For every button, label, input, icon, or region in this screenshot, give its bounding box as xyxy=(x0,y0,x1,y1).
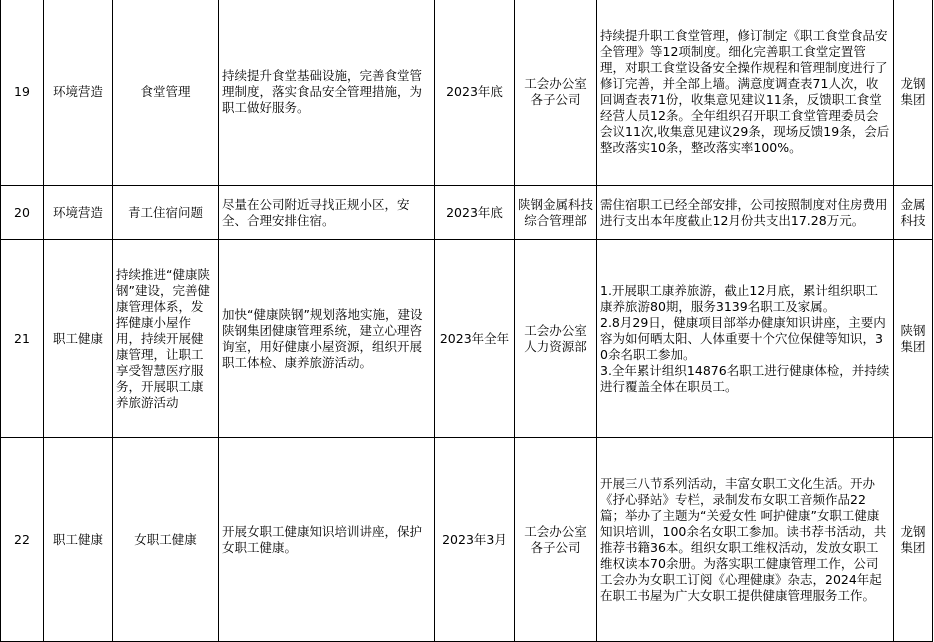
dept-cell: 工会办公室 各子公司 xyxy=(515,438,597,642)
row-number: 19 xyxy=(1,0,44,186)
measure-cell: 开展女职工健康知识培训讲座，保护女职工健康。 xyxy=(219,438,435,642)
item-cell: 食堂管理 xyxy=(113,0,219,186)
progress-cell: 需住宿职工已经全部安排，公司按照制度对住房费用进行支出本年度截止12月份共支出17.28万元。 xyxy=(597,186,894,240)
owner-cell: 金属科技 xyxy=(894,186,933,240)
owner-cell: 陕钢集团 xyxy=(894,240,933,438)
item-cell: 青工住宿问题 xyxy=(113,186,219,240)
item-cell: 持续推进“健康陕钢”建设，完善健康管理体系，发挥健康小屋作用，持续开展健康管理，让职工享受智慧医疗服务，开展职工康养旅游活动 xyxy=(113,240,219,438)
dept-cell: 工会办公室 人力资源部 xyxy=(515,240,597,438)
measure-cell: 尽量在公司附近寻找正规小区，安全、合理安排住宿。 xyxy=(219,186,435,240)
deadline-cell: 2023年底 xyxy=(435,186,515,240)
category-cell: 职工健康 xyxy=(44,438,113,642)
table-row xyxy=(1,438,933,642)
item-cell: 女职工健康 xyxy=(113,438,219,642)
progress-item: 2.8月29日，健康项目部举办健康知识讲座，主要内容为如何晒太阳、人体重要十个穴位保健等知识，30余名职工参加。 xyxy=(600,314,886,362)
table-row xyxy=(1,240,933,438)
progress-item: 3.全年累计组织14876名职工进行健康体检，并持续进行覆盖全体在职员工。 xyxy=(600,362,890,394)
measure-cell: 加快“健康陕钢”规划落地实施，建设陕钢集团健康管理系统，建立心理咨询室，用好健康小屋资源，组织开展职工体检、康养旅游活动。 xyxy=(219,240,435,438)
dept-cell: 工会办公室 各子公司 xyxy=(515,0,597,186)
deadline-cell: 2023年底 xyxy=(435,0,515,186)
progress-cell xyxy=(597,240,894,438)
deadline-cell: 2023年全年 xyxy=(435,240,515,438)
table-row xyxy=(1,186,933,240)
row-number: 21 xyxy=(1,240,44,438)
category-cell: 环境营造 xyxy=(44,186,113,240)
owner-cell: 龙钢集团 xyxy=(894,0,933,186)
dept-cell: 陕钢金属科技综合管理部 xyxy=(515,186,597,240)
measure-cell: 持续提升食堂基础设施，完善食堂管理制度，落实食品安全管理措施，为职工做好服务。 xyxy=(219,0,435,186)
progress-cell: 开展三八节系列活动，丰富女职工文化生活。开办《抒心驿站》专栏，录制发布女职工音频作品22篇；举办了主题为“关爱女性 呵护健康”女职工健康知识培训，100余名女职工参加。读书荐书活动，共推荐书籍36本。组织女职工维权活动，发放女职工维权读本70余册。为落实职工健康管理工作，公司工会办为女职工订阅《心理健康》杂志，2024年起在职工书屋为广大女职工提供健康管理服务工作。 xyxy=(597,438,894,642)
progress-cell: 持续提升职工食堂管理，修订制定《职工食堂食品安全管理》等12项制度。细化完善职工食堂定置管理，对职工食堂设备安全操作规程和管理制度进行了修订完善，并全部上墙。满意度调查表71人次，收回调查表71份，收集意见建议11条，反馈职工食堂经营人员12条。全年组织召开职工食堂管理委员会会议11次,收集意见建议29条，现场反馈19条，会后整改落实10条，整改落实率100%。 xyxy=(597,0,894,186)
progress-item: 1.开展职工康养旅游，截止12月底，累计组织职工康养旅游80期，服务3139名职工及家属。 xyxy=(600,282,878,314)
category-cell: 职工健康 xyxy=(44,240,113,438)
owner-cell: 龙钢集团 xyxy=(894,438,933,642)
table-row xyxy=(1,0,933,186)
row-number: 20 xyxy=(1,186,44,240)
category-cell: 环境营造 xyxy=(44,0,113,186)
row-number: 22 xyxy=(1,438,44,642)
deadline-cell: 2023年3月 xyxy=(435,438,515,642)
